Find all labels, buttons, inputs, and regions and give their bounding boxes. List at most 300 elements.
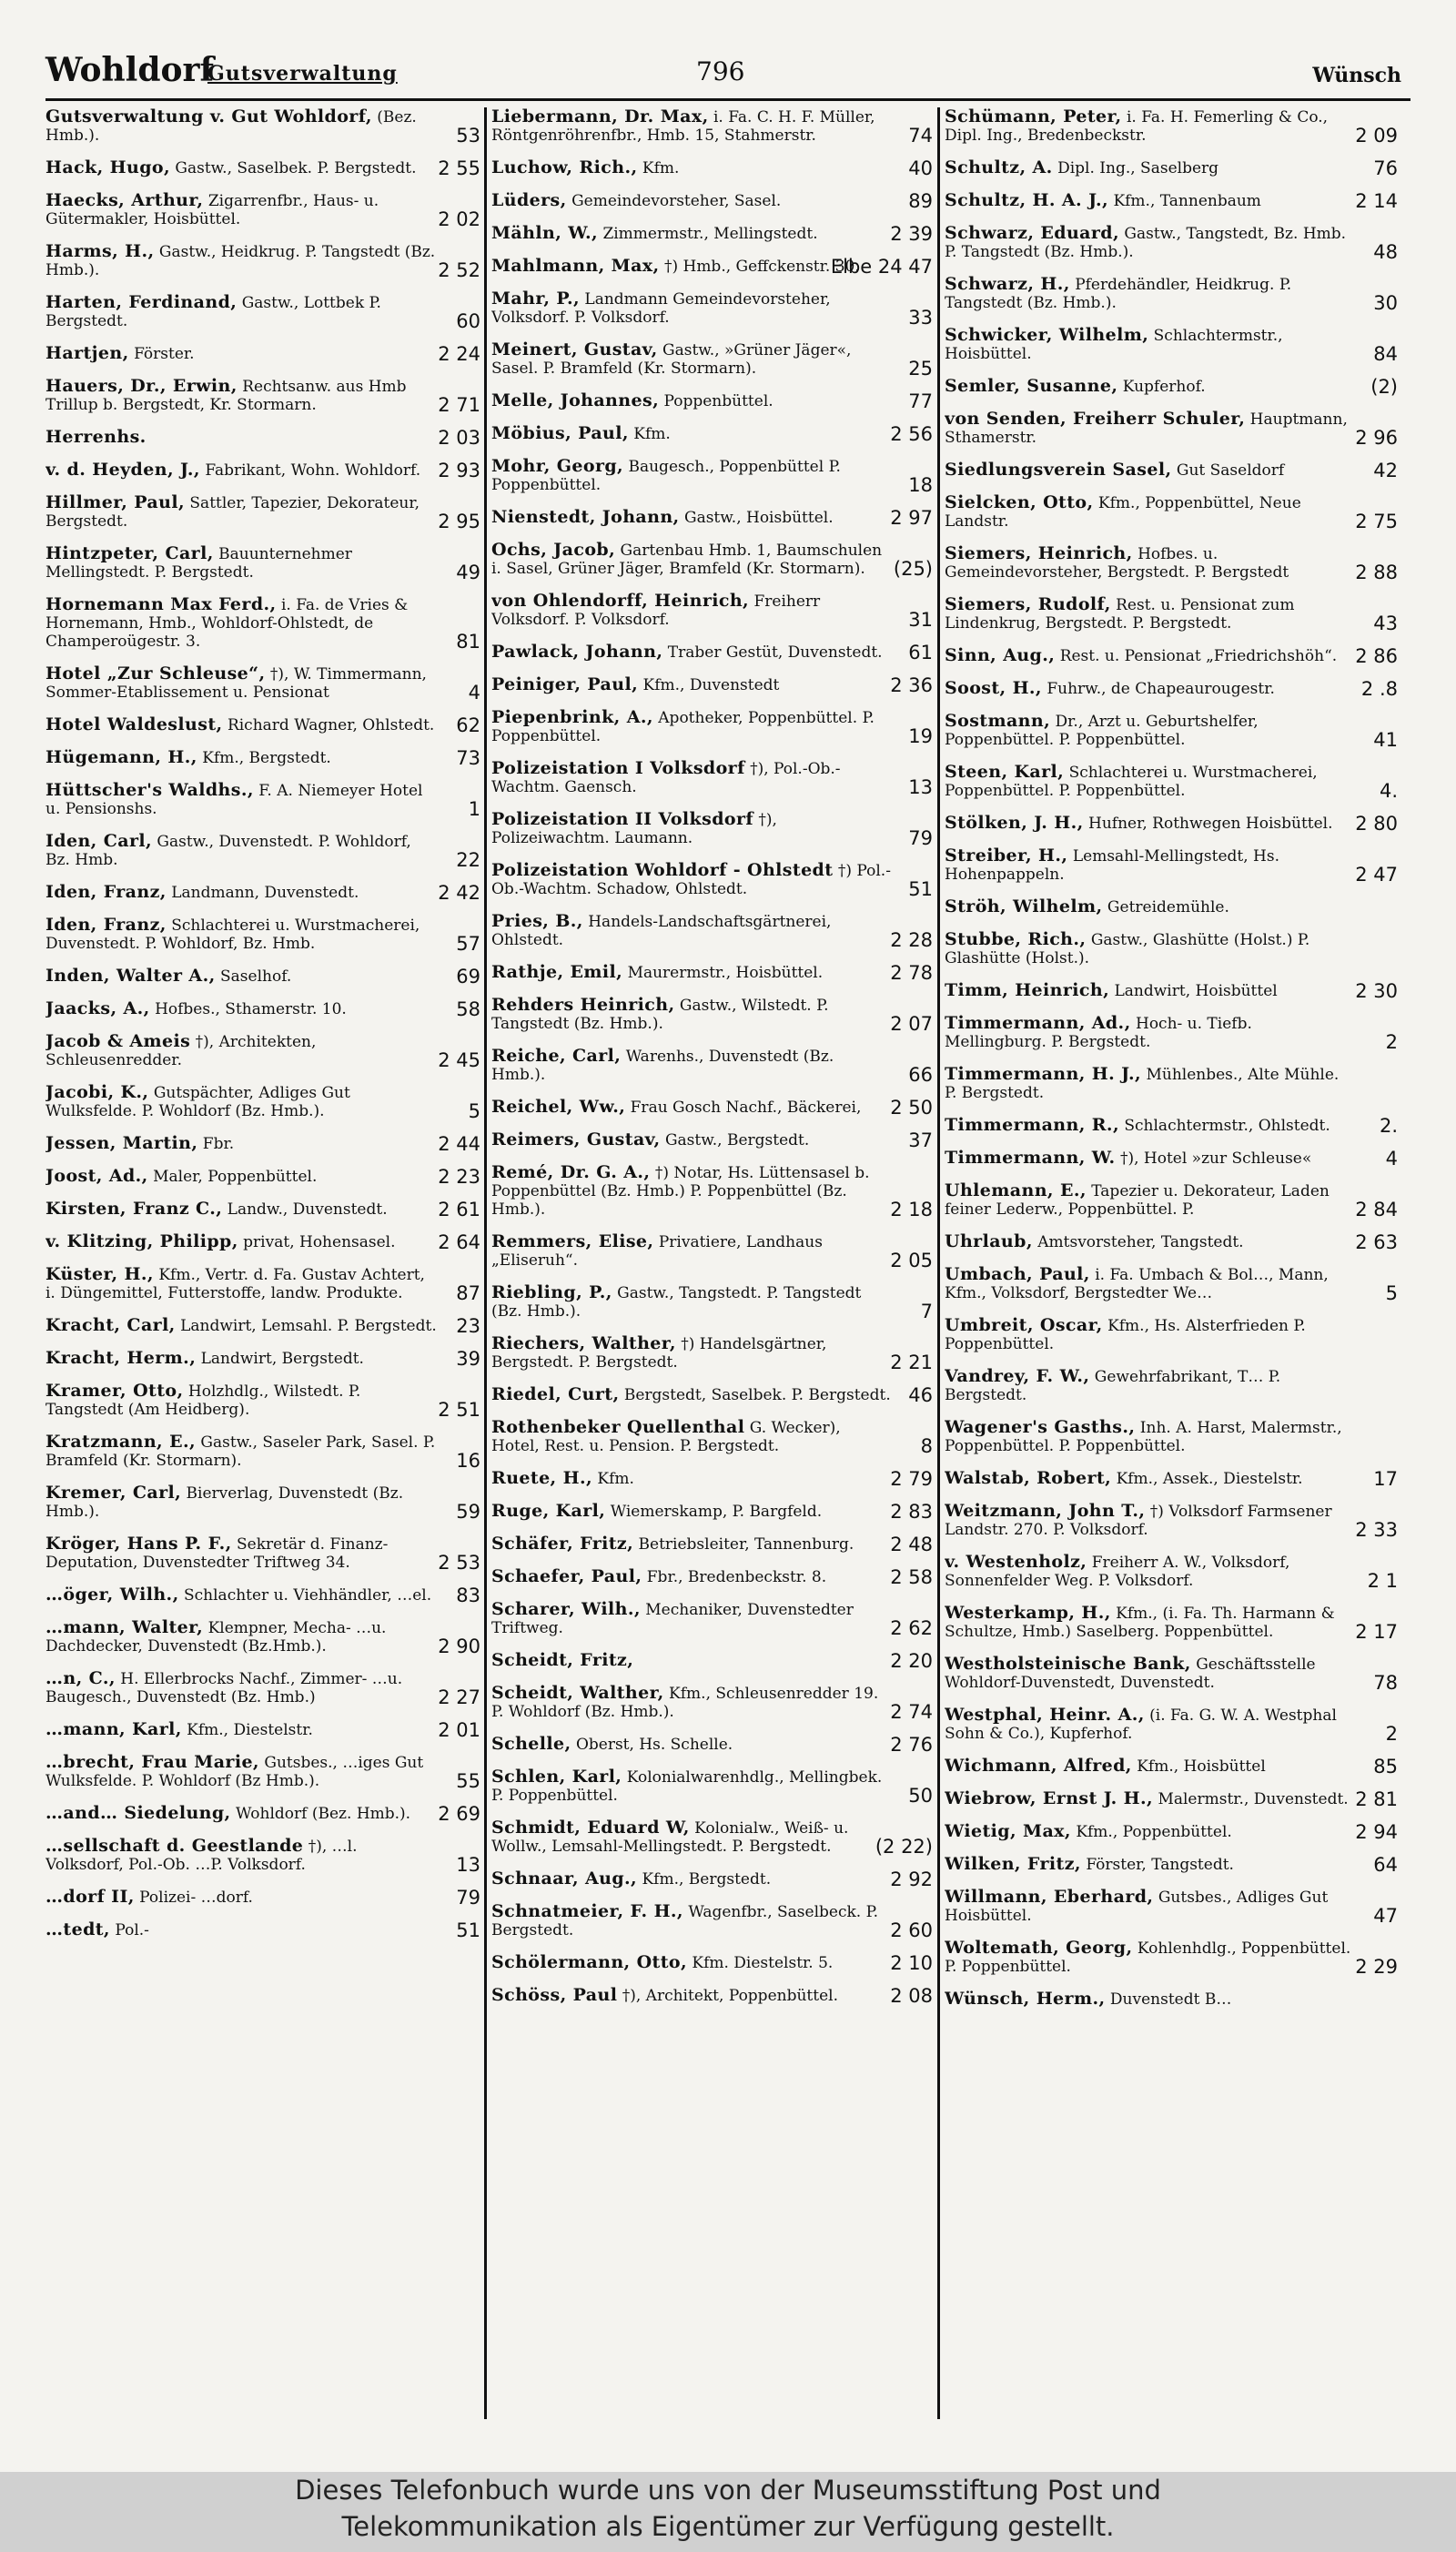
entry-name: Vandrey, F. W., [945,1366,1090,1386]
phone-number: 2 79 [890,1468,933,1490]
entry-details: Gemeindevorsteher, Sasel. [571,192,782,210]
phone-number: 81 [456,631,480,653]
entry-name: Hügemann, H., [46,747,197,767]
phone-number: 2 02 [438,208,480,230]
entry-name: Uhlemann, E., [945,1180,1087,1200]
directory-entry [945,493,1398,531]
directory-entry [945,1367,1398,1404]
phone-number: 2 80 [1355,813,1398,835]
entry-name: Sinn, Aug., [945,645,1056,665]
directory-entry [46,1669,480,1706]
directory-entry [46,1720,480,1739]
directory-entry [491,1600,933,1637]
phone-number: 5 [1385,1282,1398,1304]
directory-entry [46,664,480,702]
phone-number: 2 18 [890,1199,933,1220]
entry-details: Mechaniker, Duvenstedter Triftweg. [491,1601,854,1637]
directory-entry [46,967,480,986]
phone-number: 23 [456,1315,480,1337]
entry-name: Sielcken, Otto, [945,492,1094,512]
directory-entry [46,428,480,447]
phone-number: 58 [456,998,480,1020]
entry-details: Hoch- u. Tiefb. Mellingburg. P. Bergstedt. [945,1015,1252,1051]
entry-details: Kolonialwarenhdlg., Mellingbek. P. Poppenbüttel. [491,1768,883,1805]
phone-number: 2 76 [890,1734,933,1756]
phone-number: 2 28 [890,929,933,951]
entry-details: Fuhrw., de Chapeaurougestr. [1046,680,1275,698]
phone-number: 4 [1385,1148,1398,1170]
entry-details: Gastw., Tangstedt. P. Tangstedt (Bz. Hmb.). [491,1284,862,1321]
entry-details: Pol.- [115,1921,149,1939]
entry-details: Sattler, Tapezier, Dekorateur, Bergstedt. [46,494,420,531]
directory-entry [945,1553,1398,1590]
entry-details: Gastw., »Grüner Jäger«, Sasel. P. Bramfeld (Kr. Stormarn). [491,341,852,378]
phone-number: 57 [456,933,480,955]
directory-entry [46,158,480,177]
entry-name: Hartjen, [46,343,129,363]
entry-name: Hüttscher's Waldhs., [46,780,254,800]
entry-name: Schultz, H. A. J., [945,190,1109,210]
entry-name: Kracht, Carl, [46,1315,176,1335]
phone-number: 76 [1373,157,1398,179]
entry-name: Wiebrow, Ernst J. H., [945,1788,1154,1808]
column-rule [484,107,487,2419]
entry-name: Haecks, Arthur, [46,190,204,210]
entry-details: Fbr., Bredenbeckstr. 8. [646,1568,827,1586]
footer-line-2: Telekommunikation als Eigentümer zur Verfügung gestellt. [341,2511,1115,2542]
entry-name: Sostmann, [945,711,1051,731]
entry-details: Amtsvorsteher, Tangstedt. [1037,1233,1244,1251]
directory-entry [491,1098,933,1117]
page-header [46,47,1410,101]
entry-name: Schnaar, Aug., [491,1868,638,1889]
entry-name: Westphal, Heinr. A., [945,1705,1145,1725]
entry-details: Fbr. [202,1135,235,1153]
directory-entry [945,1855,1398,1874]
entry-name: Luchow, Rich., [491,157,638,177]
phone-number: 25 [908,358,933,380]
entry-details: Frau Gosch Nachf., Bäckerei, [630,1099,862,1117]
entry-name: Schmidt, Eduard W, [491,1818,690,1838]
directory-entry [491,1418,933,1455]
entry-name: Pries, B., [491,911,583,931]
entry-name: Hintzpeter, Carl, [46,543,214,563]
phone-number: 84 [1373,343,1398,365]
directory-entry [945,1232,1398,1251]
directory-entry [945,1418,1398,1455]
entry-details: Hofbes., Sthamerstr. 10. [155,1000,347,1018]
entry-details: Schlachtermstr., Hoisbüttel. [945,327,1283,363]
phone-number: 2 53 [438,1552,480,1574]
phone-number: 30 [1373,292,1398,314]
directory-entry [46,595,480,651]
entry-details: Kfm., Poppenbüttel. [1076,1823,1232,1841]
entry-details: Rechtsanw. aus Hmb Trillup b. Bergstedt, Kr. Stormarn. [46,378,407,414]
phone-number: 43 [1373,613,1398,634]
directory-entry [491,541,933,578]
entry-name: Hotel Waldeslust, [46,714,223,734]
entry-name: Riedel, Curt, [491,1384,620,1404]
directory-entry [945,1316,1398,1353]
phone-number: 40 [908,157,933,179]
entry-details: Kfm., Hoisbüttel [1137,1757,1266,1776]
entry-details: Gastw., Bergstedt. [664,1131,810,1149]
entry-details: Kfm., Vertr. d. Fa. Gustav Achtert, i. Düngemittel, Futterstoffe, landw. Produkte. [46,1266,425,1302]
directory-entry [491,257,933,276]
directory-entry [46,1585,480,1605]
entry-name: Polizeistation I Volksdorf [491,758,745,778]
phone-number: 2. [1379,1115,1398,1137]
entry-name: Wietig, Max, [945,1821,1071,1841]
directory-entry [491,1953,933,1972]
entry-details: i. Fa. C. H. F. Müller, Röntgenröhrenfbr., Hmb. 15, Stahmerstr. [491,108,875,145]
directory-entry [46,242,480,279]
entry-details: †) Volksdorf Farmsener Landstr. 270. P. Volksdorf. [945,1503,1332,1539]
entry-details: i. Fa. Umbach & Bol…, Mann, Kfm., Volksdorf, Bergstedter We… [945,1266,1329,1302]
entry-name: Rathje, Emil, [491,962,623,982]
entry-name: Wichmann, Alfred, [945,1756,1132,1776]
entry-name: Ströh, Wilhelm, [945,896,1103,916]
directory-entry [491,643,933,662]
phone-number: 2 52 [438,259,480,281]
phone-number: 2 96 [1355,427,1398,449]
directory-entry [491,1385,933,1404]
entry-name: Harten, Ferdinand, [46,292,238,312]
phone-number: 42 [1373,460,1398,481]
entry-details: Landmann Gemeindevorsteher, Volksdorf. P. Volksdorf. [491,290,831,327]
entry-name: Rothenbeker Quellenthal [491,1417,745,1437]
entry-details: Kfm., (i. Fa. Th. Harmann & Schultze, Hmb.) Saselberg. Poppenbüttel. [945,1605,1335,1641]
phone-number: 2 71 [438,394,480,416]
directory-entry [945,712,1398,749]
phone-number: 47 [1373,1905,1398,1927]
entry-name: …mann, Karl, [46,1719,182,1739]
entry-name: Mahlmann, Max, [491,256,660,276]
phone-number: 78 [1373,1672,1398,1694]
phone-number: 83 [456,1585,480,1606]
entry-name: Walstab, Robert, [945,1468,1112,1488]
directory-entry [46,1888,480,1907]
entry-details: Betriebsleiter, Tannenburg. [638,1535,854,1554]
phone-number: 2 81 [1355,1788,1398,1810]
directory-entry [491,340,933,378]
directory-entry [46,1232,480,1251]
entry-details: F. A. Niemeyer Hotel u. Pensionshs. [46,782,423,818]
entry-name: Westholsteinische Bank, [945,1654,1191,1674]
directory-entry [491,508,933,527]
phone-number: 2 56 [890,423,933,445]
entry-details: †), …l. Volksdorf, Pol.-Ob. …P. Volksdorf. [46,1838,358,1874]
entry-details: Bauunternehmer Mellingstedt. P. Bergstedt. [46,545,352,582]
directory-entry [46,1200,480,1219]
directory-entry [46,1083,480,1120]
directory-entry [491,1684,933,1721]
entry-name: Jacob & Ameis [46,1031,191,1051]
entry-details: Schlachtermstr., Ohlstedt. [1124,1117,1330,1135]
entry-name: Schölermann, Otto, [491,1952,687,1972]
phone-number: 2 44 [438,1133,480,1155]
entry-name: Kröger, Hans P. F., [46,1534,232,1554]
directory-entry [491,1534,933,1554]
entry-name: Scheidt, Fritz, [491,1650,634,1670]
phone-number: 5 [468,1100,480,1122]
entry-details: Baugesch., Poppenbüttel P. Poppenbüttel. [491,458,841,494]
directory-entry [945,1116,1398,1135]
entry-name: Kirsten, Franz C., [46,1199,223,1219]
directory-entry [46,883,480,902]
phone-number: 4. [1379,780,1398,802]
phone-number: 2 75 [1355,511,1398,532]
phone-number: 59 [456,1501,480,1523]
entry-details: Bierverlag, Duvenstedt (Bz. Hmb.). [46,1484,404,1521]
phone-number: 50 [908,1785,933,1807]
entry-name: Kracht, Herm., [46,1348,197,1368]
directory-entry [46,1837,480,1874]
entry-name: Liebermann, Dr. Max, [491,107,709,127]
directory-entry [945,1181,1398,1219]
phone-number: 79 [456,1887,480,1909]
entry-name: Mahr, P., [491,289,580,309]
phone-number: 2 88 [1355,562,1398,583]
entry-details: Hofbes. u. Gemeindevorsteher, Bergstedt. P. Bergstedt [945,545,1289,582]
phone-number: 2 51 [438,1399,480,1421]
directory-entry [945,1469,1398,1488]
phone-number: 2 08 [890,1985,933,2007]
phone-number: 2 10 [890,1952,933,1974]
entry-details: (Bez. Hmb.). [46,108,417,145]
entry-details: †), W. Timmermann, Sommer-Etablissement u. Pensionat [46,665,427,702]
entry-name: Schümann, Peter, [945,107,1122,127]
directory-entry [46,1804,480,1823]
directory-entry [491,1469,933,1488]
entry-details: Mühlenbes., Alte Mühle. P. Bergstedt. [945,1066,1340,1102]
directory-entry [945,1149,1398,1168]
phone-number: 16 [456,1450,480,1472]
phone-number: 2 61 [438,1199,480,1220]
entry-name: …sellschaft d. Geestlande [46,1836,304,1856]
directory-entry [491,963,933,982]
phone-number: 2 78 [890,962,933,984]
phone-number: 73 [456,747,480,769]
entry-name: Gutsverwaltung v. Gut Wohldorf, [46,107,372,127]
entry-details: Warenhs., Duvenstedt (Bz. Hmb.). [491,1048,834,1084]
entry-details: Freiherr A. W., Volksdorf, Sonnenfelder Weg. P. Volksdorf. [945,1554,1290,1590]
phone-number: (2 22) [875,1836,933,1858]
entry-name: Piepenbrink, A., [491,707,653,727]
entry-details: Geschäftsstelle Wohldorf-Duvenstedt, Duvenstedt. [945,1656,1316,1692]
entry-details: Wohldorf (Bez. Hmb.). [235,1805,411,1823]
directory-entry [945,107,1398,145]
directory-entry [491,912,933,949]
entry-name: Schäfer, Fritz, [491,1534,634,1554]
directory-entry [46,107,480,145]
phone-number: (25) [893,558,933,580]
phone-number: 2 62 [890,1617,933,1639]
phone-number: 60 [456,310,480,332]
entry-details: Klempner, Mecha- …u. Dachdecker, Duvenstedt (Bz.Hmb.). [46,1619,387,1656]
directory-entry [945,191,1398,210]
directory-entry [945,763,1398,800]
entry-details: Rest. u. Pensionat zum Lindenkrug, Bergstedt. P. Bergstedt. [945,596,1295,633]
phone-number: Elbe 24 47 [830,256,933,278]
directory-entry [491,289,933,327]
entry-details: Bergstedt, Saselbek. P. Bergstedt. [623,1386,891,1404]
directory-entry [945,224,1398,261]
entry-name: Schaefer, Paul, [491,1566,642,1586]
directory-entry [46,1167,480,1186]
directory-entry [945,1014,1398,1051]
directory-entry [945,679,1398,698]
directory-entry [945,897,1398,916]
directory-entry [945,1939,1398,1976]
entry-name: …dorf II, [46,1887,135,1907]
entry-details: Kohlenhdlg., Poppenbüttel. P. Poppenbüttel. [945,1939,1351,1976]
entry-details: Maurermstr., Hoisbüttel. [627,964,824,982]
entry-details: Lemsahl-Mellingstedt, Hs. Hohenpappeln. [945,847,1280,884]
directory-entry [46,1382,480,1419]
entry-details: Pferdehändler, Heidkrug. P. Tangstedt (Bz. Hmb.). [945,276,1292,312]
entry-name: Schultz, A. [945,157,1053,177]
entry-details: Polizei- …dorf. [139,1889,253,1907]
phone-number: 2 55 [438,157,480,179]
directory-entry [945,1888,1398,1925]
phone-number: 62 [456,714,480,736]
entry-name: Ochs, Jacob, [491,540,616,560]
entry-details: Kfm., Hs. Alsterfrieden P. Poppenbüttel. [945,1317,1306,1353]
phone-number: 2 .8 [1360,678,1398,700]
phone-number: 33 [908,307,933,329]
entry-details: i. Fa. de Vries & Hornemann, Hmb., Wohldorf-Ohlstedt, de Champeroügestr. 3. [46,596,409,651]
phone-number: 2 39 [890,223,933,245]
entry-details: Poppenbüttel. [663,392,774,410]
directory-entry [945,158,1398,177]
entry-details: Landwirt, Bergstedt. [200,1350,364,1368]
phone-number: 2 90 [438,1636,480,1657]
phone-number: 48 [1373,241,1398,263]
entry-name: Iden, Franz, [46,882,167,902]
entry-name: Schelle, [491,1734,571,1754]
entry-name: Westerkamp, H., [945,1603,1111,1623]
entry-details: (i. Fa. G. W. A. Westphal Sohn & Co.), Kupferhof. [945,1706,1337,1743]
entry-details: Kupferhof. [1122,378,1206,396]
entry-details: Saselhof. [220,967,292,986]
directory-entry [46,1920,480,1939]
entry-name: Jessen, Martin, [46,1133,198,1153]
phone-number: 39 [456,1348,480,1370]
phone-number: 74 [908,125,933,147]
entry-name: Hauers, Dr., Erwin, [46,376,238,396]
entry-details: Gut Saseldorf [1176,461,1285,480]
entry-details: Apotheker, Poppenbüttel. P. Poppenbüttel. [491,709,875,745]
entry-name: Stubbe, Rich., [945,929,1087,949]
entry-name: Streiber, H., [945,846,1068,866]
phone-number: 2 92 [890,1868,933,1890]
entry-name: Remé, Dr. G. A., [491,1162,651,1182]
entry-details: Kfm., Duvenstedt [642,676,780,694]
phone-number: 2 60 [890,1919,933,1941]
entry-name: Schwarz, H., [945,274,1070,294]
entry-name: Timmermann, Ad., [945,1013,1131,1033]
entry-name: Schwicker, Wilhelm, [945,325,1149,345]
phone-number: 17 [1373,1468,1398,1490]
phone-number: 87 [456,1282,480,1304]
phone-number: 2 50 [890,1097,933,1119]
directory-entry [945,1706,1398,1743]
entry-details: Kfm., Tannenbaum [1113,192,1261,210]
entry-name: Jacobi, K., [46,1082,149,1102]
directory-entry [491,224,933,243]
directory-entry [46,293,480,330]
phone-number: 2 58 [890,1566,933,1588]
header-place: Wohldorf [46,51,214,89]
phone-number: 2 03 [438,427,480,449]
phone-number: (2) [1370,376,1398,398]
entry-details: Kfm. [597,1470,634,1488]
phone-number: 4 [468,682,480,704]
entry-name: Mähln, W., [491,223,599,243]
directory-entry [46,1484,480,1521]
entry-name: Siedlungsverein Sasel, [945,460,1172,480]
entry-name: von Ohlendorff, Heinrich, [491,591,750,611]
phone-number: 2 83 [890,1501,933,1523]
entry-details: privat, Hohensasel. [243,1233,396,1251]
entry-name: Schöss, Paul [491,1985,618,2005]
entry-details: Gastw., Tangstedt, Bz. Hmb. P. Tangstedt (Bz. Hmb.). [945,225,1347,261]
entry-name: Uhrlaub, [945,1231,1033,1251]
directory-entry [46,1316,480,1335]
directory-entry [945,595,1398,633]
entry-name: Kremer, Carl, [46,1483,182,1503]
phone-number: 2 36 [890,674,933,696]
entry-name: Nienstedt, Johann, [491,507,680,527]
directory-entry [491,1869,933,1889]
phone-number: 18 [908,474,933,496]
entry-name: von Senden, Freiherr Schuler, [945,409,1246,429]
entry-name: Stölken, J. H., [945,813,1084,833]
phone-number: 2 [1385,1031,1398,1053]
phone-number: 19 [908,725,933,747]
directory-entry [46,1433,480,1470]
entry-details: Förster. [134,345,195,363]
column-3 [945,107,1398,2419]
directory-entry [945,930,1398,967]
phone-number: 55 [456,1770,480,1792]
directory-entry [945,1655,1398,1692]
entry-name: Lüders, [491,190,567,210]
phone-number: 2 45 [438,1049,480,1071]
entry-details: Landw., Duvenstedt. [227,1200,388,1219]
column-2 [491,107,933,2419]
phone-number: 2 94 [1355,1821,1398,1843]
entry-details: Kfm., Diestelstr. [187,1721,313,1739]
entry-name: Timm, Heinrich, [945,980,1110,1000]
phone-number: 79 [908,827,933,849]
entry-name: …öger, Wilh., [46,1585,179,1605]
entry-name: Hack, Hugo, [46,157,170,177]
entry-details: †), Architekt, Poppenbüttel. [622,1987,838,2005]
phone-number: 2 47 [1355,864,1398,886]
entry-details: Schlachterei u. Wurstmacherei, Poppenbüttel. P. Poppenbüttel. [945,764,1318,800]
entry-name: …brecht, Frau Marie, [46,1752,259,1772]
entry-details: G. Wecker), Hotel, Rest. u. Pension. P. Bergstedt. [491,1419,841,1455]
directory-entry [945,544,1398,582]
directory-entry [46,1618,480,1656]
entry-details: Kfm., Poppenbüttel, Neue Landstr. [945,494,1301,531]
entry-details: Gastw., Hoisbüttel. [683,509,834,527]
entry-name: Timmermann, W. [945,1148,1116,1168]
phone-number: 37 [908,1129,933,1151]
entry-name: Wünsch, Herm., [945,1989,1106,2009]
